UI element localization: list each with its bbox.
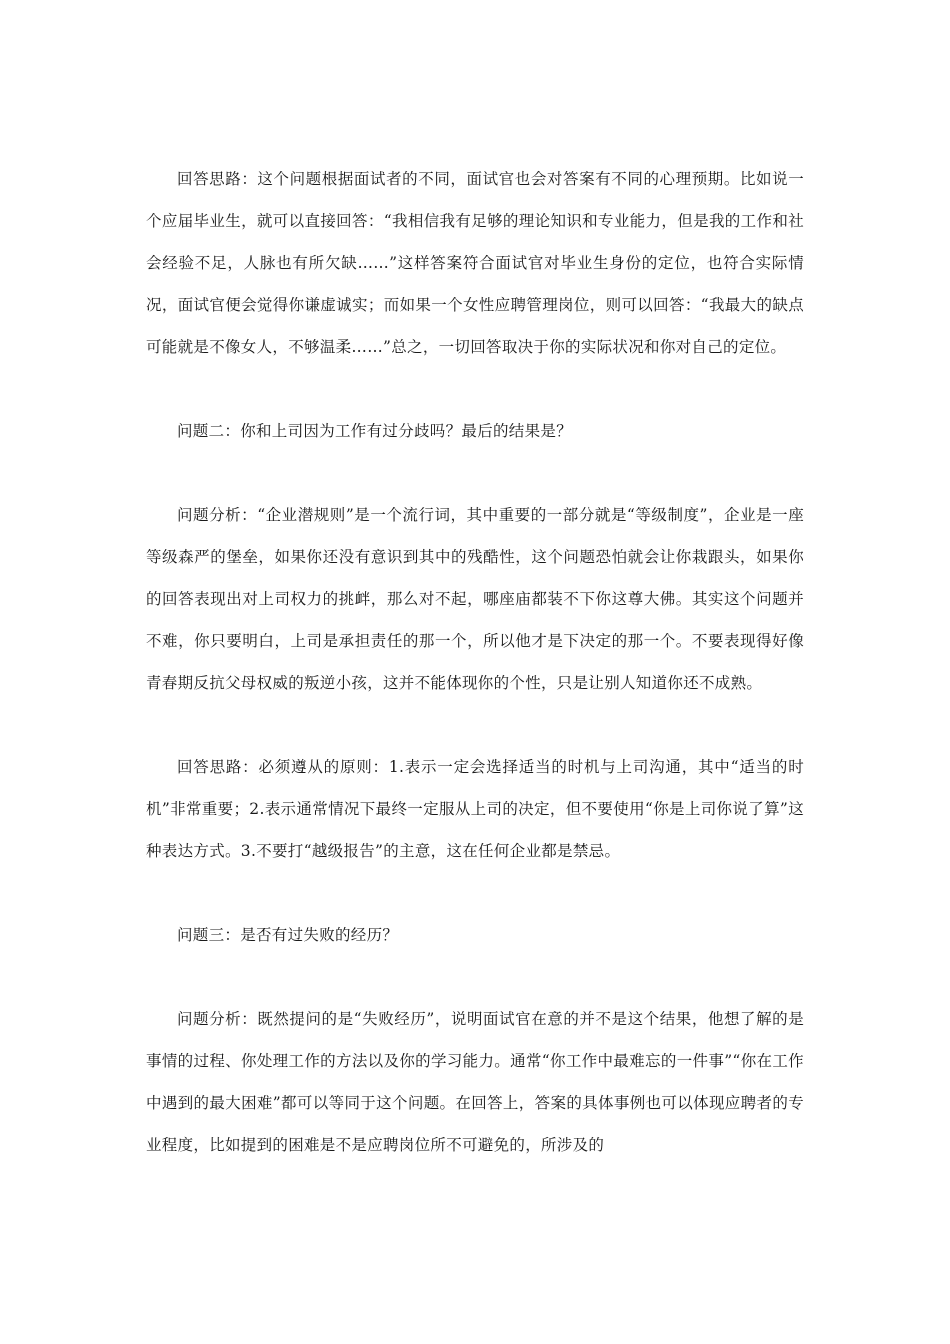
paragraph-answer-approach-2: 回答思路：必须遵从的原则：1.表示一定会选择适当的时机与上司沟通，其中“适当的时机”非常重要；2.表示通常情况下最终一定服从上司的决定，但不要使用“你是上司你说了算”这种表达方式。3.不要打“越级报告”的主意，这在任何企业都是禁忌。	[146, 758, 804, 860]
paragraph-analysis-2: 问题分析：“企业潜规则”是一个流行词，其中重要的一部分就是“等级制度”，企业是一座等级森严的堡垒，如果你还没有意识到其中的残酷性，这个问题恐怕就会让你栽跟头，如果你的回答表现出对上司权力的挑衅，那么对不起，哪座庙都装不下你这尊大佛。其实这个问题并不难，你只要明白，上司是承担责任的那一个，所以他才是下决定的那一个。不要表现得好像青春期反抗父母权威的叛逆小孩，这并不能体现你的个性，只是让别人知道你还不成熟。	[146, 506, 804, 692]
paragraph-analysis-3: 问题分析：既然提问的是“失败经历”，说明面试官在意的并不是这个结果，他想了解的是事情的过程、你处理工作的方法以及你的学习能力。通常“你工作中最难忘的一件事”“你在工作中遇到的最大困难”都可以等同于这个问题。在回答上，答案的具体事例也可以体现应聘者的专业程度，比如提到的困难是不是应聘岗位所不可避免的，所涉及的	[146, 1010, 804, 1154]
document-body	[146, 158, 804, 1208]
paragraph-question-2: 问题二：你和上司因为工作有过分歧吗？最后的结果是？	[177, 422, 573, 440]
paragraph-question-3: 问题三：是否有过失败的经历？	[177, 926, 399, 944]
paragraph-answer-approach-1: 回答思路：这个问题根据面试者的不同，面试官也会对答案有不同的心理预期。比如说一个应届毕业生，就可以直接回答：“我相信我有足够的理论知识和专业能力，但是我的工作和社会经验不足，人脉也有所欠缺……”这样答案符合面试官对毕业生身份的定位，也符合实际情况，面试官便会觉得你谦虚诚实；而如果一个女性应聘管理岗位，则可以回答：“我最大的缺点可能就是不像女人，不够温柔……”总之，一切回答取决于你的实际状况和你对自己的定位。	[146, 170, 804, 356]
